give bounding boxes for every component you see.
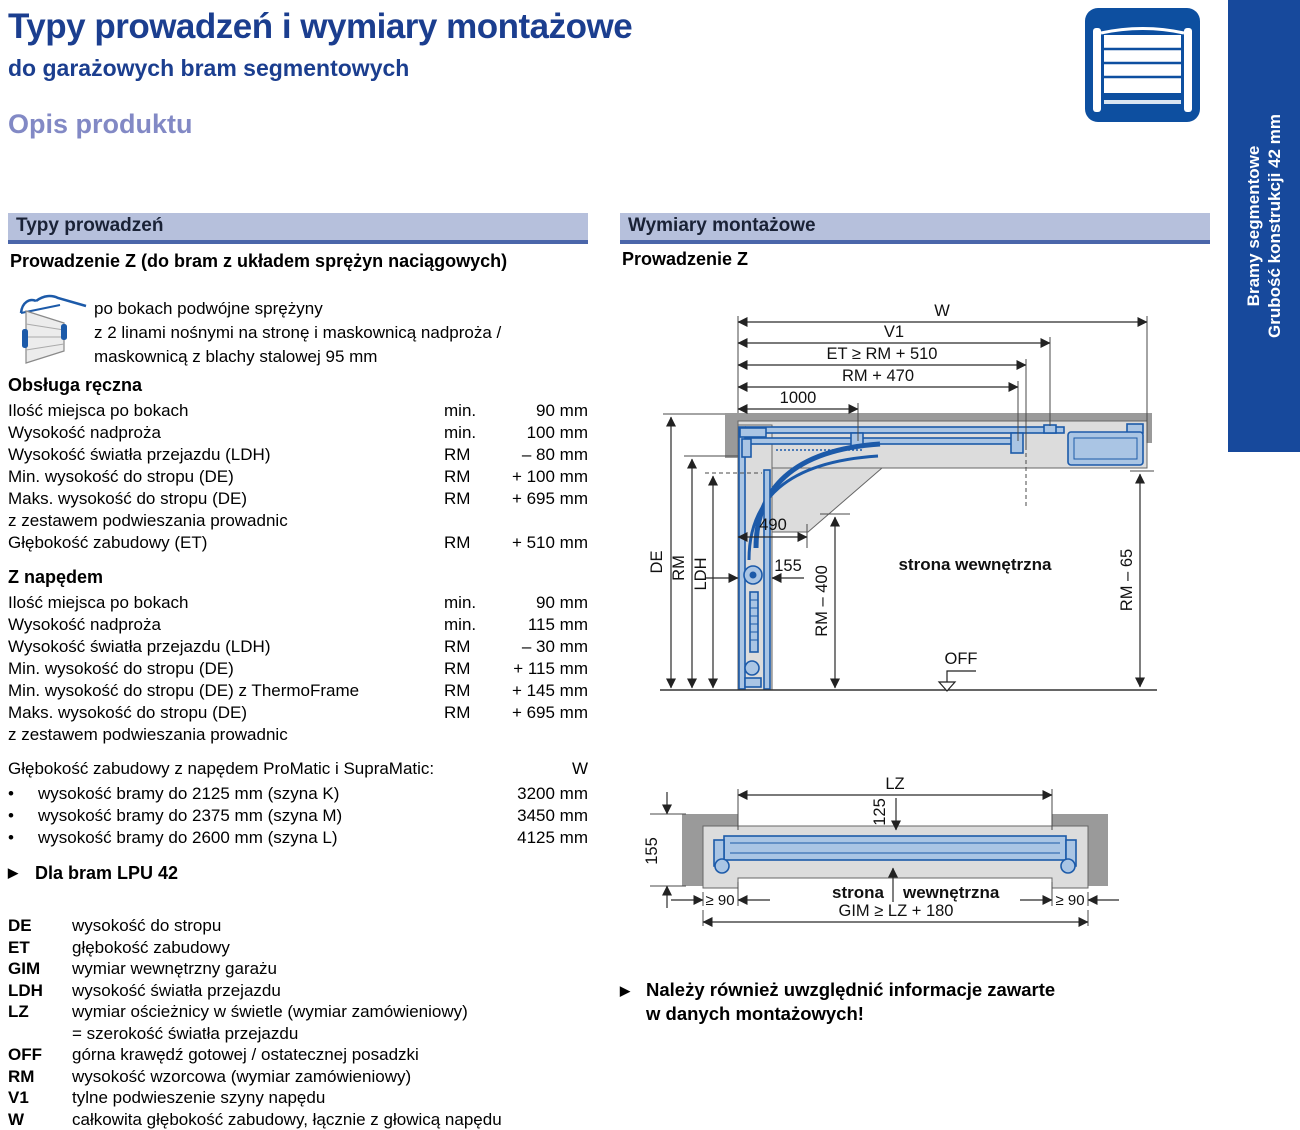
- spec-label: Ilość miejsca po bokach: [8, 593, 189, 612]
- drive-head: [1068, 432, 1143, 465]
- spec-value: + 100 mm: [511, 467, 588, 486]
- legend-row: [8, 980, 588, 1002]
- section-header-mounting-dimensions: Wymiary montażowe: [620, 213, 1210, 244]
- mounting-data-note: [620, 978, 1055, 1026]
- spec-ref: RM: [444, 659, 471, 678]
- depth-item-label: wysokość bramy do 2600 mm (szyna L): [38, 828, 338, 847]
- spec-value: 100 mm: [526, 423, 588, 442]
- table-row: [8, 724, 588, 746]
- inner-side-label-left: strona: [832, 883, 884, 902]
- table-row: [8, 444, 588, 466]
- top-bracket: [740, 428, 766, 437]
- legend-term: LZ: [8, 1002, 29, 1021]
- spec-label: Maks. wysokość do stropu (DE): [8, 489, 248, 508]
- pointer-triangle-icon: ▶: [620, 983, 630, 998]
- table-row: [8, 466, 588, 488]
- intro-line-2: z 2 linami nośnymi na stronę i maskownicą nadproża /: [94, 323, 502, 342]
- legend-term: RM: [8, 1066, 35, 1086]
- table-row: [8, 680, 588, 702]
- roller-left: [715, 859, 729, 873]
- spec-value: [494, 510, 588, 532]
- side-banner-line2: Grubość konstrukcji 42 mm: [1265, 114, 1284, 338]
- legend-term: DE: [8, 916, 32, 935]
- bullet-icon: •: [8, 806, 14, 825]
- dim-label-ge90-left: ≥ 90: [705, 892, 735, 909]
- spec-label: Wysokość nadproża: [8, 423, 161, 442]
- spec-ref: min.: [444, 615, 477, 634]
- legend-definition: górna krawędź gotowej / ostatecznej posadzki: [72, 1045, 419, 1064]
- spec-label: z zestawem podwieszania prowadnic: [8, 725, 288, 744]
- inner-side-label: strona wewnętrzna: [898, 555, 1052, 574]
- legend-term: GIM: [8, 959, 41, 978]
- dim-label-125: 125: [871, 798, 889, 826]
- spec-label: Ilość miejsca po bokach: [8, 401, 189, 420]
- legend-term: ET: [8, 937, 30, 957]
- table-row: [8, 658, 588, 680]
- roller-right: [1061, 859, 1075, 873]
- title-block: [8, 6, 632, 140]
- drive-depth-heading: Głębokość zabudowy z napędem ProMatic i SupraMatic:: [8, 759, 435, 778]
- montage-diagram-side-section: [620, 300, 1210, 740]
- track-z-heading: Prowadzenie Z (do bram z układem sprężyn naciągowych): [10, 251, 508, 271]
- dim-label-lz: LZ: [885, 775, 905, 793]
- spec-value: + 145 mm: [511, 681, 588, 700]
- list-item: [8, 827, 588, 849]
- spec-value: – 80 mm: [521, 445, 588, 464]
- rail-end-clamp: [1011, 433, 1023, 453]
- legend-term: W: [8, 1109, 25, 1129]
- legend-definition: wymiar wewnętrzny garażu: [72, 959, 278, 978]
- spec-value: + 695 mm: [511, 703, 588, 722]
- vertical-track-inner: [764, 470, 770, 689]
- table-row: [8, 488, 588, 510]
- lintel-tab: [725, 413, 738, 458]
- table-row: [8, 614, 588, 636]
- horizontal-track: [746, 427, 1064, 433]
- spec-value: [494, 724, 588, 746]
- spec-ref: min.: [444, 423, 477, 442]
- legend-definition: wysokość wzorcowa (wymiar zamówieniowy): [72, 1066, 412, 1086]
- spec-value: + 695 mm: [511, 489, 588, 508]
- spec-ref: RM: [444, 489, 471, 508]
- bottom-bracket: [745, 678, 761, 687]
- table-row: [8, 510, 588, 532]
- dim-label-155: 155: [774, 557, 802, 575]
- track-corner: [772, 468, 882, 532]
- drive-depth-column-label: W: [571, 759, 588, 778]
- spec-ref: [444, 724, 494, 746]
- sectional-door-icon-graphic: [1085, 8, 1200, 122]
- table-row: [8, 702, 588, 724]
- dim-label-rm65: RM – 65: [1118, 548, 1136, 612]
- depth-item-label: wysokość bramy do 2125 mm (szyna K): [38, 784, 340, 803]
- powered-operation-heading: Z napędem: [8, 567, 104, 587]
- spec-ref: RM: [444, 703, 471, 722]
- lpu42-note-text: Dla bram LPU 42: [35, 863, 179, 883]
- dim-label-rm470: RM + 470: [842, 367, 914, 385]
- spec-label: Min. wysokość do stropu (DE): [8, 467, 234, 486]
- legend-row: [8, 1001, 588, 1023]
- spec-ref: RM: [444, 637, 471, 656]
- spec-ref: min.: [444, 593, 477, 612]
- bottom-roller: [745, 661, 759, 675]
- dim-label-ge90-right: ≥ 90: [1055, 892, 1085, 909]
- spec-value: – 30 mm: [521, 637, 588, 656]
- legend-definition: wysokość światła przejazdu: [72, 980, 281, 1000]
- legend-row: [8, 958, 588, 980]
- spec-label: Wysokość światła przejazdu (LDH): [8, 445, 271, 464]
- dim-label-rm: RM: [670, 555, 688, 581]
- list-item: [8, 805, 588, 827]
- drive-rail: [746, 438, 1018, 444]
- page-subtitle: do garażowych bram segmentowych: [8, 55, 410, 81]
- spec-value: + 510 mm: [511, 533, 588, 552]
- table-row: [8, 636, 588, 658]
- track-z-description: [94, 293, 501, 376]
- drive-depth-heading-row: [8, 758, 588, 780]
- dim-label-v1: V1: [883, 323, 905, 341]
- right-column: [620, 213, 1210, 1130]
- off-datum-line: [947, 671, 976, 682]
- side-banner-text: [1228, 0, 1300, 452]
- spec-value: + 115 mm: [513, 659, 588, 678]
- lpu42-note: [8, 863, 178, 884]
- table-row: [8, 532, 588, 554]
- legend-row: [8, 1087, 588, 1109]
- legend-row: [8, 1066, 588, 1088]
- dim-label-w: W: [934, 302, 950, 320]
- track-z-intro: [8, 293, 501, 376]
- legend-definition: wymiar ościeżnicy w świetle (wymiar zamówieniowy): [72, 1002, 468, 1021]
- top-roller-bracket: [742, 439, 751, 457]
- montage-diagram-plan-section: [620, 760, 1210, 945]
- spec-label: Wysokość światła przejazdu (LDH): [8, 637, 271, 656]
- depth-item-label: wysokość bramy do 2375 mm (szyna M): [38, 806, 343, 825]
- depth-item-value: 3450 mm: [517, 806, 588, 825]
- legend-row: [8, 1109, 588, 1130]
- off-label: OFF: [944, 650, 978, 668]
- note-line-1: Należy również uwzględnić informacje zawarte: [646, 979, 1056, 1000]
- section-header-track-types: Typy prowadzeń: [8, 213, 588, 244]
- spec-ref: RM: [444, 467, 471, 486]
- left-column: [8, 213, 588, 1130]
- dim-label-ldh: LDH: [692, 557, 710, 591]
- depth-item-value: 4125 mm: [517, 828, 588, 847]
- legend-definition: głębokość zabudowy: [72, 937, 230, 957]
- spec-value: 90 mm: [536, 401, 588, 420]
- legend-row: [8, 1023, 588, 1045]
- manual-operation-heading: Obsługa ręczna: [8, 375, 143, 395]
- spec-label: Min. wysokość do stropu (DE): [8, 659, 234, 678]
- intro-line-1: po bokach podwójne sprężyny: [94, 299, 323, 318]
- spec-label: Głębokość zabudowy (ET): [8, 533, 208, 552]
- dim-label-155-plan: 155: [643, 837, 661, 865]
- dim-label-490: 490: [759, 516, 787, 534]
- door-leaf: [724, 836, 1066, 860]
- legend-row: [8, 915, 588, 937]
- bullet-icon: •: [8, 828, 14, 847]
- spec-label: Wysokość nadproża: [8, 615, 161, 634]
- spec-ref: [444, 510, 494, 532]
- dim-label-1000: 1000: [779, 389, 817, 407]
- spec-ref: RM: [444, 681, 471, 700]
- intro-line-3: maskownicą z blachy stalowej 95 mm: [94, 347, 378, 366]
- spec-value: 90 mm: [536, 593, 588, 612]
- legend-row: [8, 937, 588, 959]
- legend-term: [8, 1023, 72, 1045]
- abbreviation-legend: [8, 915, 588, 1130]
- spec-ref: RM: [444, 445, 471, 464]
- spec-ref: min.: [444, 401, 477, 420]
- spec-value: 115 mm: [527, 615, 588, 634]
- manual-operation-table: [8, 400, 588, 554]
- dim-label-gim: GIM ≥ LZ + 180: [838, 902, 954, 920]
- spec-label: Min. wysokość do stropu (DE) z ThermoFrame: [8, 681, 360, 700]
- legend-term: OFF: [8, 1045, 42, 1064]
- legend-definition: całkowita głębokość zabudowy, łącznie z głowicą napędu: [72, 1109, 502, 1129]
- inner-side-label-right: wewnętrzna: [903, 883, 1000, 902]
- dim-label-de: DE: [648, 550, 666, 574]
- legend-row: [8, 1044, 588, 1066]
- dim-label-et: ET ≥ RM + 510: [826, 345, 938, 363]
- side-banner-line1: Bramy segmentowe: [1244, 145, 1263, 307]
- legend-definition: tylne podwieszenie szyny napędu: [72, 1088, 326, 1107]
- rear-suspension-clamp: [1044, 425, 1056, 433]
- powered-operation-table: [8, 592, 588, 746]
- page-title: Typy prowadzeń i wymiary montażowe: [8, 7, 633, 46]
- mounting-z-heading: Prowadzenie Z: [622, 249, 749, 269]
- section-label: Opis produktu: [8, 109, 193, 139]
- legend-term: LDH: [8, 980, 43, 1000]
- dim-label-rm400: RM – 400: [813, 565, 831, 637]
- bullet-icon: •: [8, 784, 14, 803]
- tension-spring: [750, 592, 758, 652]
- legend-definition: wysokość do stropu: [72, 916, 222, 935]
- vertical-track-outer: [739, 427, 745, 689]
- drive-depth-section: [8, 758, 588, 849]
- legend-definition: = szerokość światła przejazdu: [72, 1023, 299, 1043]
- sectional-door-icon: [1085, 8, 1200, 127]
- spec-label: z zestawem podwieszania prowadnic: [8, 511, 288, 530]
- legend-term: V1: [8, 1088, 29, 1107]
- spring-door-icon: [8, 293, 94, 376]
- note-line-2: w danych montażowych!: [646, 1003, 864, 1024]
- table-row: [8, 400, 588, 422]
- pointer-triangle-icon: ▶: [8, 865, 18, 880]
- spec-ref: RM: [444, 533, 471, 552]
- list-item: [8, 783, 588, 805]
- table-row: [8, 422, 588, 444]
- spec-label: Maks. wysokość do stropu (DE): [8, 703, 248, 722]
- depth-item-value: 3200 mm: [517, 784, 588, 803]
- table-row: [8, 592, 588, 614]
- side-banner: [1228, 0, 1300, 452]
